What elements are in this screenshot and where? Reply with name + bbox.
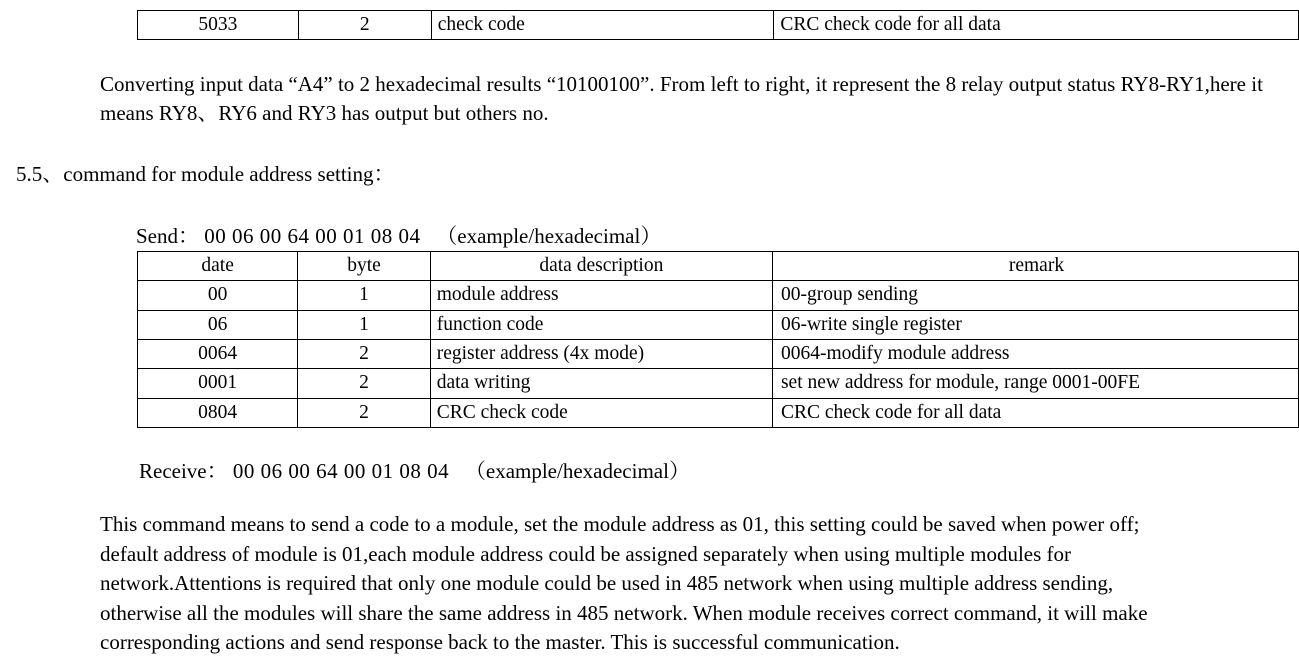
- cell-date: 0064: [138, 339, 298, 368]
- cell-date: 5033: [138, 11, 299, 40]
- header-remark: remark: [772, 252, 1298, 281]
- cell-byte: 2: [298, 11, 431, 40]
- explanation-line-1: This command means to send a code to a module, set the module address as 01, this setting could be saved when power off;: [100, 512, 1140, 536]
- receive-value: 00 06 00 64 00 01 08 04: [232, 459, 450, 483]
- cell-remark: CRC check code for all data: [772, 398, 1298, 427]
- cell-date: 06: [138, 310, 298, 339]
- cell-byte: 2: [298, 339, 430, 368]
- address-setting-table: [137, 251, 1299, 428]
- header-description: data description: [430, 252, 772, 281]
- cell-remark: CRC check code for all data: [774, 11, 1299, 40]
- section-title: command for module address setting：: [63, 162, 395, 186]
- cell-date: 00: [138, 281, 298, 310]
- table-row: [138, 398, 1299, 427]
- cell-date: 0001: [138, 369, 298, 398]
- table-row: [138, 11, 1299, 40]
- send-value: 00 06 00 64 00 01 08 04: [204, 224, 421, 248]
- explanation-line-5: corresponding actions and send response back to the master. This is successful communication.: [100, 630, 900, 654]
- cell-byte: 1: [298, 281, 430, 310]
- header-date: date: [138, 252, 298, 281]
- send-note: （example/hexadecimal）: [436, 224, 662, 248]
- explanation-line-2: default address of module is 01,each module address could be assigned separately when using multiple modules for: [100, 541, 1072, 566]
- table-header-row: [138, 252, 1299, 281]
- cell-remark: 06-write single register: [772, 310, 1298, 339]
- table-row: [138, 310, 1299, 339]
- cell-byte: 1: [298, 310, 430, 339]
- explanation-line-4: otherwise all the modules will share the same address in 485 network. When module receives correct command, it will make: [100, 600, 1148, 625]
- cell-byte: 2: [298, 369, 430, 398]
- cell-remark: set new address for module, range 0001-00FE: [772, 369, 1298, 398]
- receive-line: [139, 455, 690, 485]
- send-line: [136, 220, 661, 250]
- table-row: [138, 339, 1299, 368]
- send-label: Send：: [136, 224, 199, 248]
- cell-description: data writing: [430, 369, 772, 398]
- cell-description: CRC check code: [430, 398, 772, 427]
- converting-paragraph: [100, 70, 1299, 128]
- cell-description: register address (4x mode): [430, 339, 772, 368]
- cell-description: function code: [430, 310, 772, 339]
- table-row: [138, 369, 1299, 398]
- table-row: [138, 281, 1299, 310]
- header-byte: byte: [298, 252, 430, 281]
- receive-label: Receive：: [139, 459, 228, 483]
- cell-description: module address: [430, 281, 772, 310]
- check-code-table: [137, 10, 1299, 40]
- section-heading: [16, 160, 395, 189]
- converting-paragraph-text: Converting input data “A4” to 2 hexadecimal results “10100100”. From left to right, it represent the 8 relay output status RY8-RY1,here it means RY8、RY6 and RY3 has output but others no.: [100, 72, 1263, 125]
- cell-remark: 0064-modify module address: [772, 339, 1298, 368]
- explanation-line-3: network.Attentions is required that only one module could be used in 485 network when using multiple address sending,: [100, 571, 1114, 595]
- cell-remark: 00-group sending: [772, 281, 1298, 310]
- section-number: 5.5、: [16, 162, 64, 186]
- explanation-paragraph: [100, 510, 1295, 658]
- cell-date: 0804: [138, 398, 298, 427]
- receive-note: （example/hexadecimal）: [464, 459, 690, 483]
- cell-byte: 2: [298, 398, 430, 427]
- cell-description: check code: [431, 11, 774, 40]
